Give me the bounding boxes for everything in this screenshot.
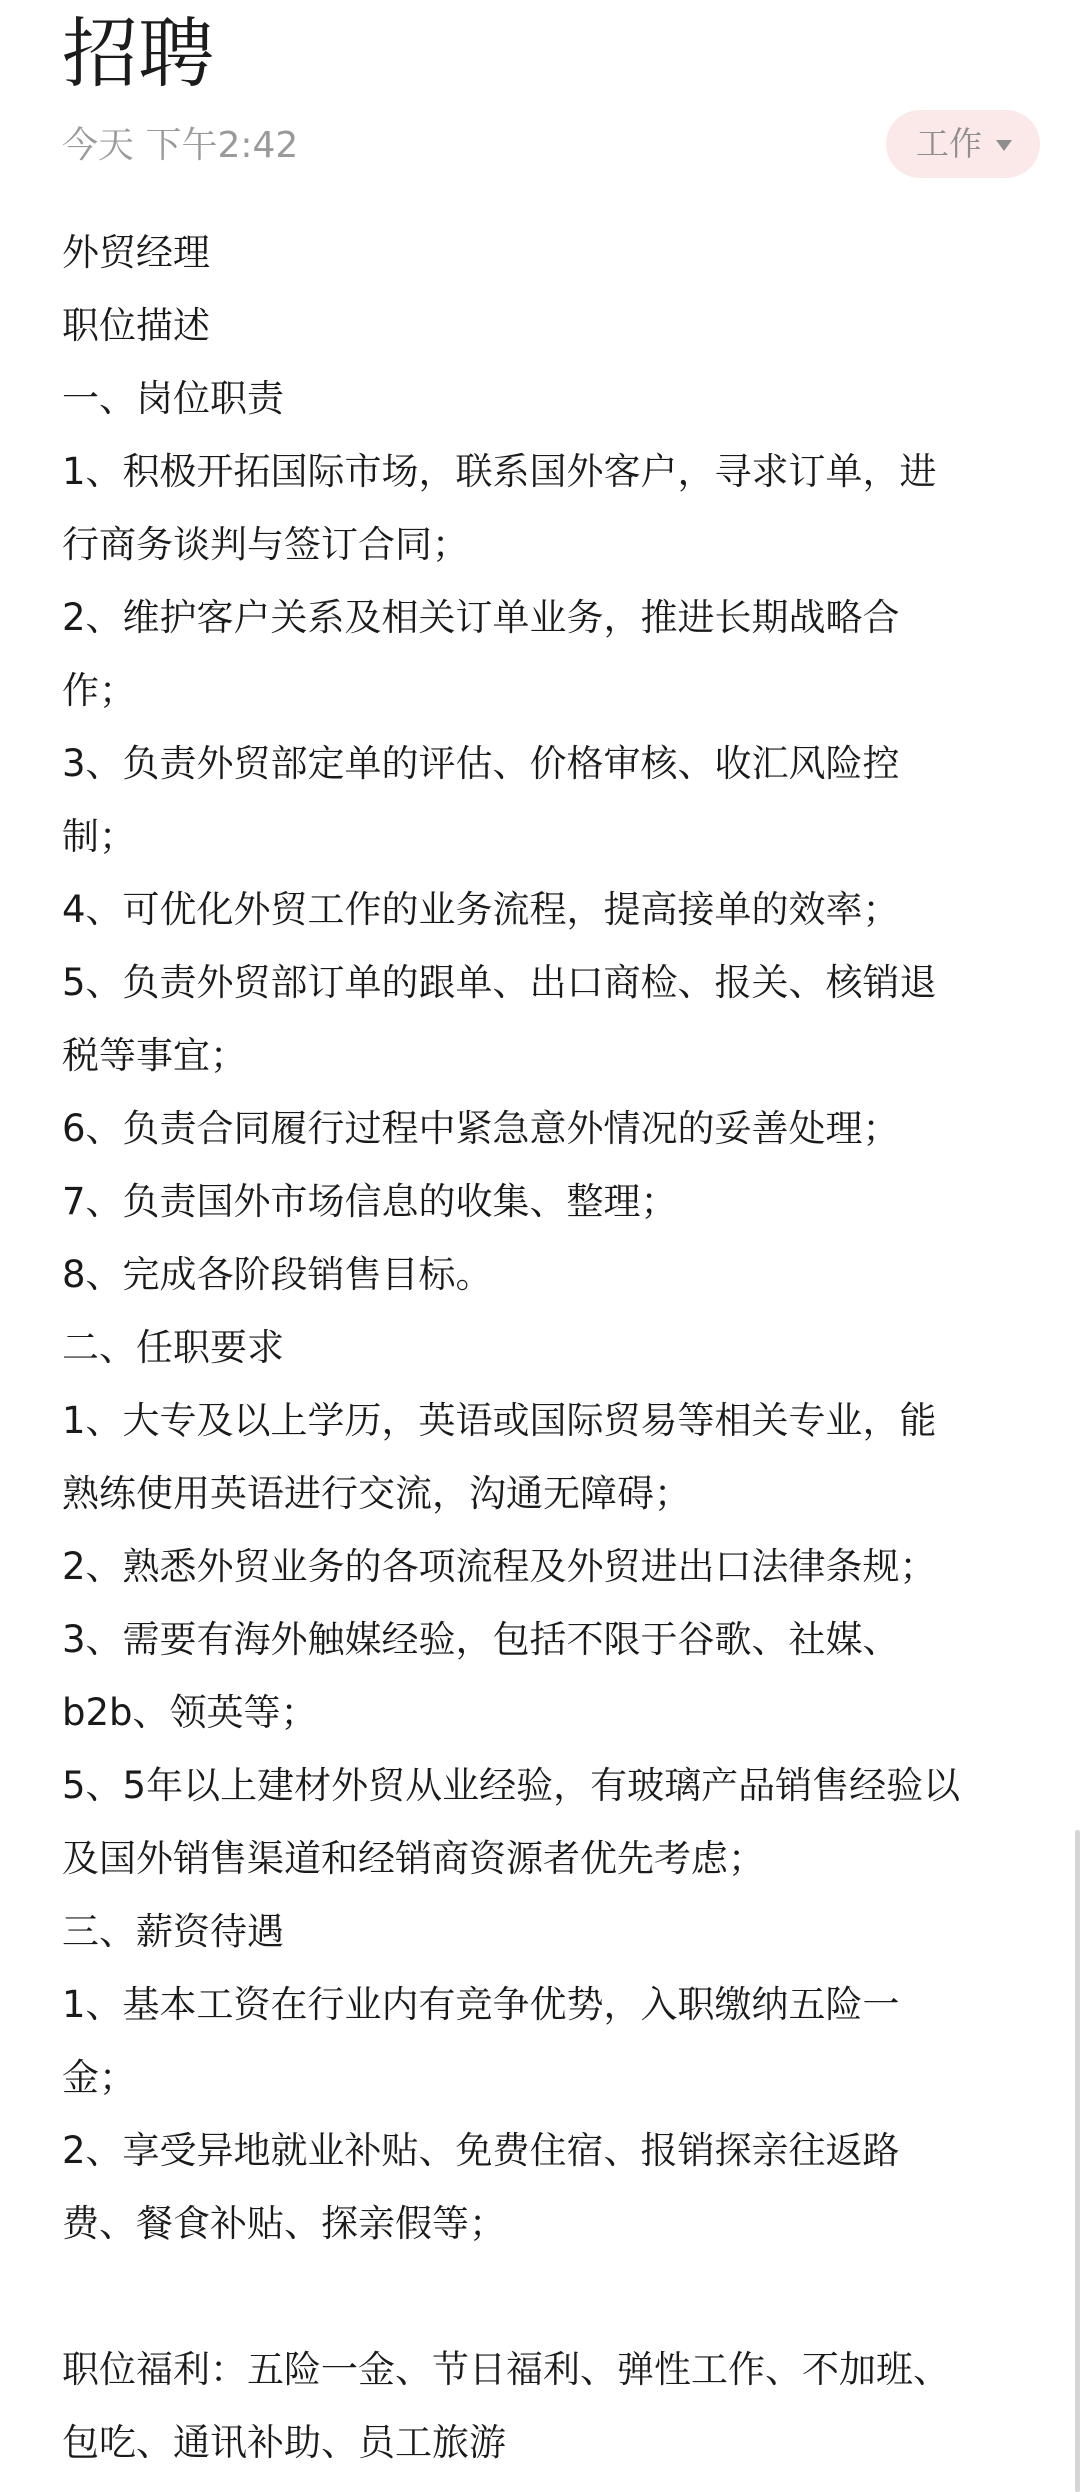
note-body-line: 2、熟悉外贸业务的各项流程及外贸进出口法律条规； — [62, 1545, 937, 1588]
note-body-line: 作； — [62, 669, 136, 712]
note-body-line: 费、餐食补贴、探亲假等； — [62, 2202, 506, 2245]
category-label: 工作 — [916, 124, 982, 163]
chevron-down-icon — [996, 140, 1012, 151]
note-body-line: 1、大专及以上学历，英语或国际贸易等相关专业，能 — [62, 1399, 937, 1442]
note-body-line: 3、负责外贸部定单的评估、价格审核、收汇风险控 — [62, 742, 900, 785]
scrollbar[interactable] — [1075, 1830, 1080, 2492]
note-meta-row — [62, 110, 1040, 180]
note-body-line: 1、积极开拓国际市场，联系国外客户，寻求订单，进 — [62, 450, 937, 493]
note-body-line — [62, 2260, 1050, 2333]
note-body-line: 及国外销售渠道和经销商资源者优先考虑； — [62, 1837, 765, 1880]
note-title[interactable]: 招聘 — [62, 9, 214, 98]
note-body-line: 二、任职要求 — [62, 1326, 284, 1369]
note-body-line: 行商务谈判与签订合同； — [62, 523, 469, 566]
note-body-line: 3、需要有海外触媒经验，包括不限于谷歌、社媒、 — [62, 1618, 900, 1661]
category-selector-button[interactable] — [886, 110, 1040, 178]
note-body-line: 1、基本工资在行业内有竞争优势，入职缴纳五险一 — [62, 1983, 900, 2026]
note-body-line: 职位描述 — [62, 304, 210, 347]
note-body-line: 2、维护客户关系及相关订单业务，推进长期战略合 — [62, 596, 900, 639]
note-body-line: 包吃、通讯补助、员工旅游 — [62, 2421, 506, 2464]
note-body-line: 一、岗位职责 — [62, 377, 284, 420]
note-body-line: 8、完成各阶段销售目标。 — [62, 1253, 493, 1296]
note-body-line: 熟练使用英语进行交流，沟通无障碍； — [62, 1472, 691, 1515]
note-body-line: 4、可优化外贸工作的业务流程，提高接单的效率； — [62, 888, 900, 931]
note-body-line: 三、薪资待遇 — [62, 1910, 284, 1953]
note-body-editor[interactable] — [62, 216, 1050, 2479]
note-body-line: 6、负责合同履行过程中紧急意外情况的妥善处理； — [62, 1107, 900, 1150]
note-body-line: 5、5年以上建材外贸从业经验，有玻璃产品销售经验以 — [62, 1764, 961, 1807]
note-timestamp: 今天 下午2:42 — [62, 125, 299, 166]
note-body-line: b2b、领英等； — [62, 1691, 318, 1734]
note-body-line: 2、享受异地就业补贴、免费住宿、报销探亲往返路 — [62, 2129, 900, 2172]
note-body-line: 金； — [62, 2056, 136, 2099]
note-body-line: 外贸经理 — [62, 231, 210, 274]
note-body-line: 税等事宜； — [62, 1034, 247, 1077]
note-body-line: 5、负责外贸部订单的跟单、出口商检、报关、核销退 — [62, 961, 937, 1004]
note-body-line: 7、负责国外市场信息的收集、整理； — [62, 1180, 678, 1223]
note-body-line: 职位福利：五险一金、节日福利、弹性工作、不加班、 — [62, 2348, 950, 2391]
note-body-line: 制； — [62, 815, 136, 858]
